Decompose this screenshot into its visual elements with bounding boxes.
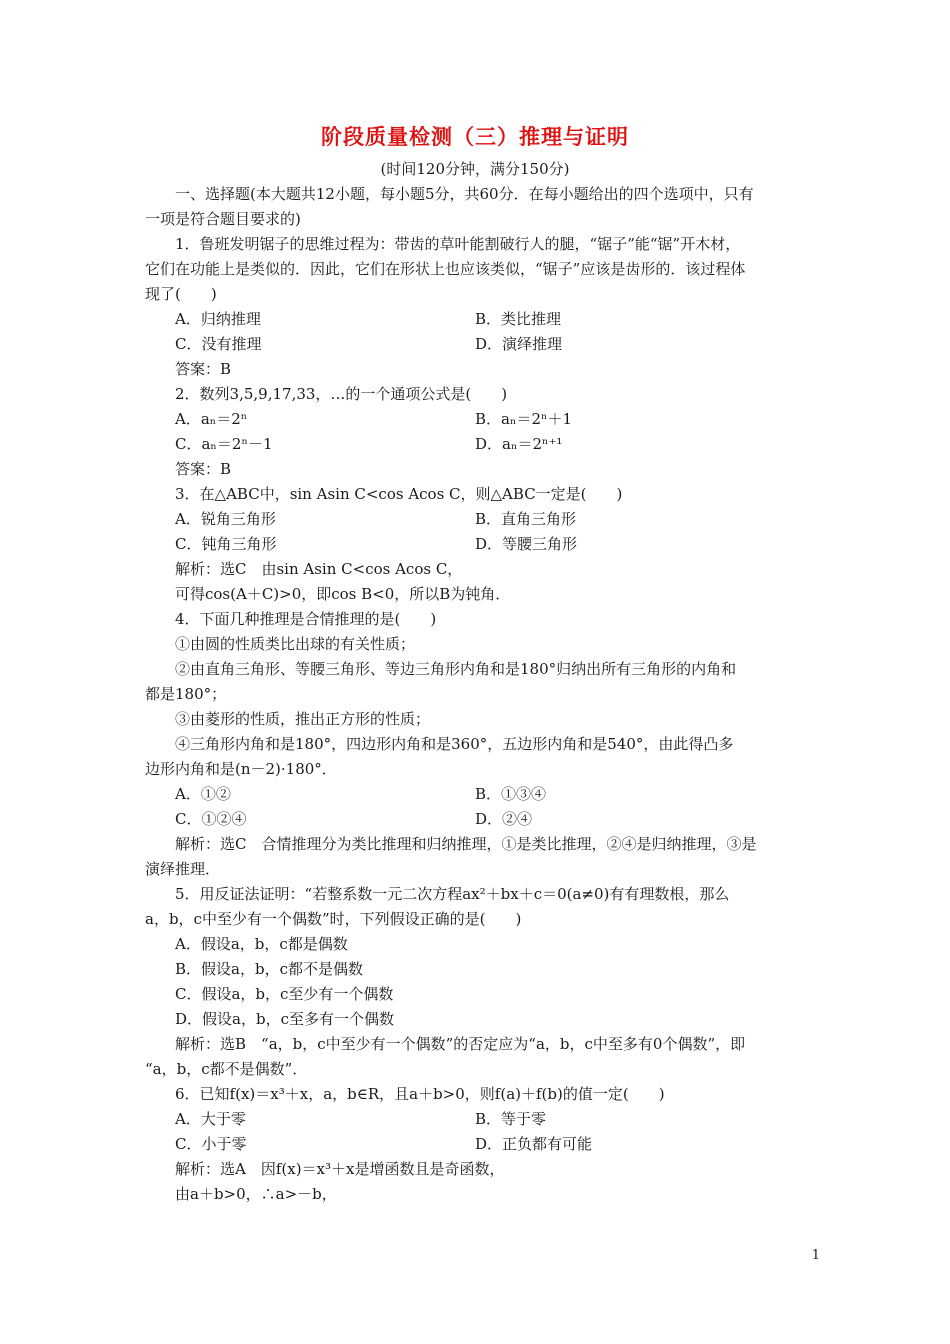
- question-4-text: 4．下面几种推理是合情推理的是( ): [175, 610, 437, 628]
- option-a: A．归纳推理: [175, 310, 261, 328]
- question-1-answer: 答案：B: [175, 360, 232, 378]
- option-b: B．类比推理: [475, 310, 562, 328]
- option-d: D．假设a，b，c至多有一个偶数: [175, 1010, 394, 1028]
- page-number: 1: [811, 1248, 820, 1263]
- question-1-text: 它们在功能上是类似的．因此，它们在形状上也应该类似，“锯子”应该是齿形的．该过程体: [145, 260, 746, 278]
- option-c: C．没有推理: [175, 335, 262, 353]
- question-3-solution: 解析：选C 由sin Asin C<cos Acos C，: [175, 560, 463, 578]
- option-d: D．演绎推理: [475, 335, 563, 353]
- option-a: A．锐角三角形: [175, 510, 276, 528]
- question-6-solution: 由a＋b>0，∴a>－b，: [175, 1185, 337, 1203]
- question-1-options: [145, 307, 810, 332]
- question-4-solution: 解析：选C 合情推理分为类比推理和归纳推理，①是类比推理，②④是归纳推理，③是: [175, 835, 757, 853]
- question-4-item: 都是180°；: [145, 685, 227, 703]
- option-a: A．假设a，b，c都是偶数: [175, 935, 348, 953]
- exam-subtitle: (时间120分钟，满分150分): [380, 160, 570, 178]
- question-3-text: 3．在△ABC中，sin Asin C<cos Acos C，则△ABC一定是( ): [175, 485, 623, 503]
- option-d: D．等腰三角形: [475, 535, 578, 553]
- option-a: A．大于零: [175, 1110, 246, 1128]
- question-2-answer: 答案：B: [175, 460, 232, 478]
- option-d: D．正负都有可能: [475, 1135, 593, 1153]
- option-d: D．aₙ＝2ⁿ⁺¹: [475, 435, 563, 453]
- page-title: 阶段质量检测（三）推理与证明: [321, 125, 629, 149]
- question-3-solution: 可得cos(A＋C)>0，即cos B<0，所以B为钝角．: [175, 585, 511, 603]
- question-4-item: ②由直角三角形、等腰三角形、等边三角形内角和是180°归纳出所有三角形的内角和: [175, 660, 737, 678]
- question-1-text: 1．鲁班发明锯子的思维过程为：带齿的草叶能割破行人的腿，“锯子”能“锯”开木材，: [175, 235, 741, 253]
- question-4-options: [145, 782, 810, 807]
- option-c: C．小于零: [175, 1135, 247, 1153]
- question-3-options: [145, 507, 810, 532]
- question-2-options: [145, 432, 810, 457]
- question-5-text: a，b，c中至少有一个偶数”时，下列假设正确的是( ): [145, 910, 522, 928]
- question-4-item: ④三角形内角和是180°，四边形内角和是360°，五边形内角和是540°，由此得凸多: [175, 735, 734, 753]
- question-6-options: [145, 1132, 810, 1157]
- option-a: A．aₙ＝2ⁿ: [175, 410, 248, 428]
- question-1-text: 现了( ): [145, 285, 217, 303]
- question-4-item: ③由菱形的性质，推出正方形的性质；: [175, 710, 431, 728]
- section-heading-cont: 一项是符合题目要求的): [145, 210, 301, 228]
- question-2-text: 2．数列3,5,9,17,33，…的一个通项公式是( ): [175, 385, 508, 403]
- option-b: B．假设a，b，c都不是偶数: [175, 960, 363, 978]
- question-6-options: [145, 1107, 810, 1132]
- question-6-solution: 解析：选A 因f(x)＝x³＋x是增函数且是奇函数，: [175, 1160, 505, 1178]
- document-body: [145, 182, 810, 1207]
- question-6-text: 6．已知f(x)＝x³＋x，a，b∈R，且a＋b>0，则f(a)＋f(b)的值一定( ): [175, 1085, 665, 1103]
- question-5-text: 5．用反证法证明：“若整系数一元二次方程ax²＋bx＋c＝0(a≠0)有有理数根，那么: [175, 885, 730, 903]
- option-d: D．②④: [475, 810, 533, 828]
- option-c: C．①②④: [175, 810, 247, 828]
- question-4-item: 边形内角和是(n－2)·180°．: [145, 760, 337, 778]
- option-c: C．假设a，b，c至少有一个偶数: [175, 985, 394, 1003]
- question-5-solution: “a，b，c都不是偶数”．: [145, 1060, 308, 1078]
- option-b: B．直角三角形: [475, 510, 577, 528]
- option-b: B．①③④: [475, 785, 547, 803]
- question-3-options: [145, 532, 810, 557]
- option-c: C．钝角三角形: [175, 535, 277, 553]
- question-4-options: [145, 807, 810, 832]
- option-a: A．①②: [175, 785, 231, 803]
- option-b: B．aₙ＝2ⁿ＋1: [475, 410, 573, 428]
- question-5-solution: 解析：选B “a，b，c中至少有一个偶数”的否定应为“a，b，c中至多有0个偶数”，即: [175, 1035, 746, 1053]
- section-heading: 一、选择题(本大题共12小题，每小题5分，共60分．在每小题给出的四个选项中，只有: [175, 185, 754, 203]
- question-2-options: [145, 407, 810, 432]
- option-b: B．等于零: [475, 1110, 547, 1128]
- question-4-item: ①由圆的性质类比出球的有关性质；: [175, 635, 416, 653]
- question-1-options: [145, 332, 810, 357]
- option-c: C．aₙ＝2ⁿ－1: [175, 435, 273, 453]
- question-4-solution: 演绎推理．: [145, 860, 221, 878]
